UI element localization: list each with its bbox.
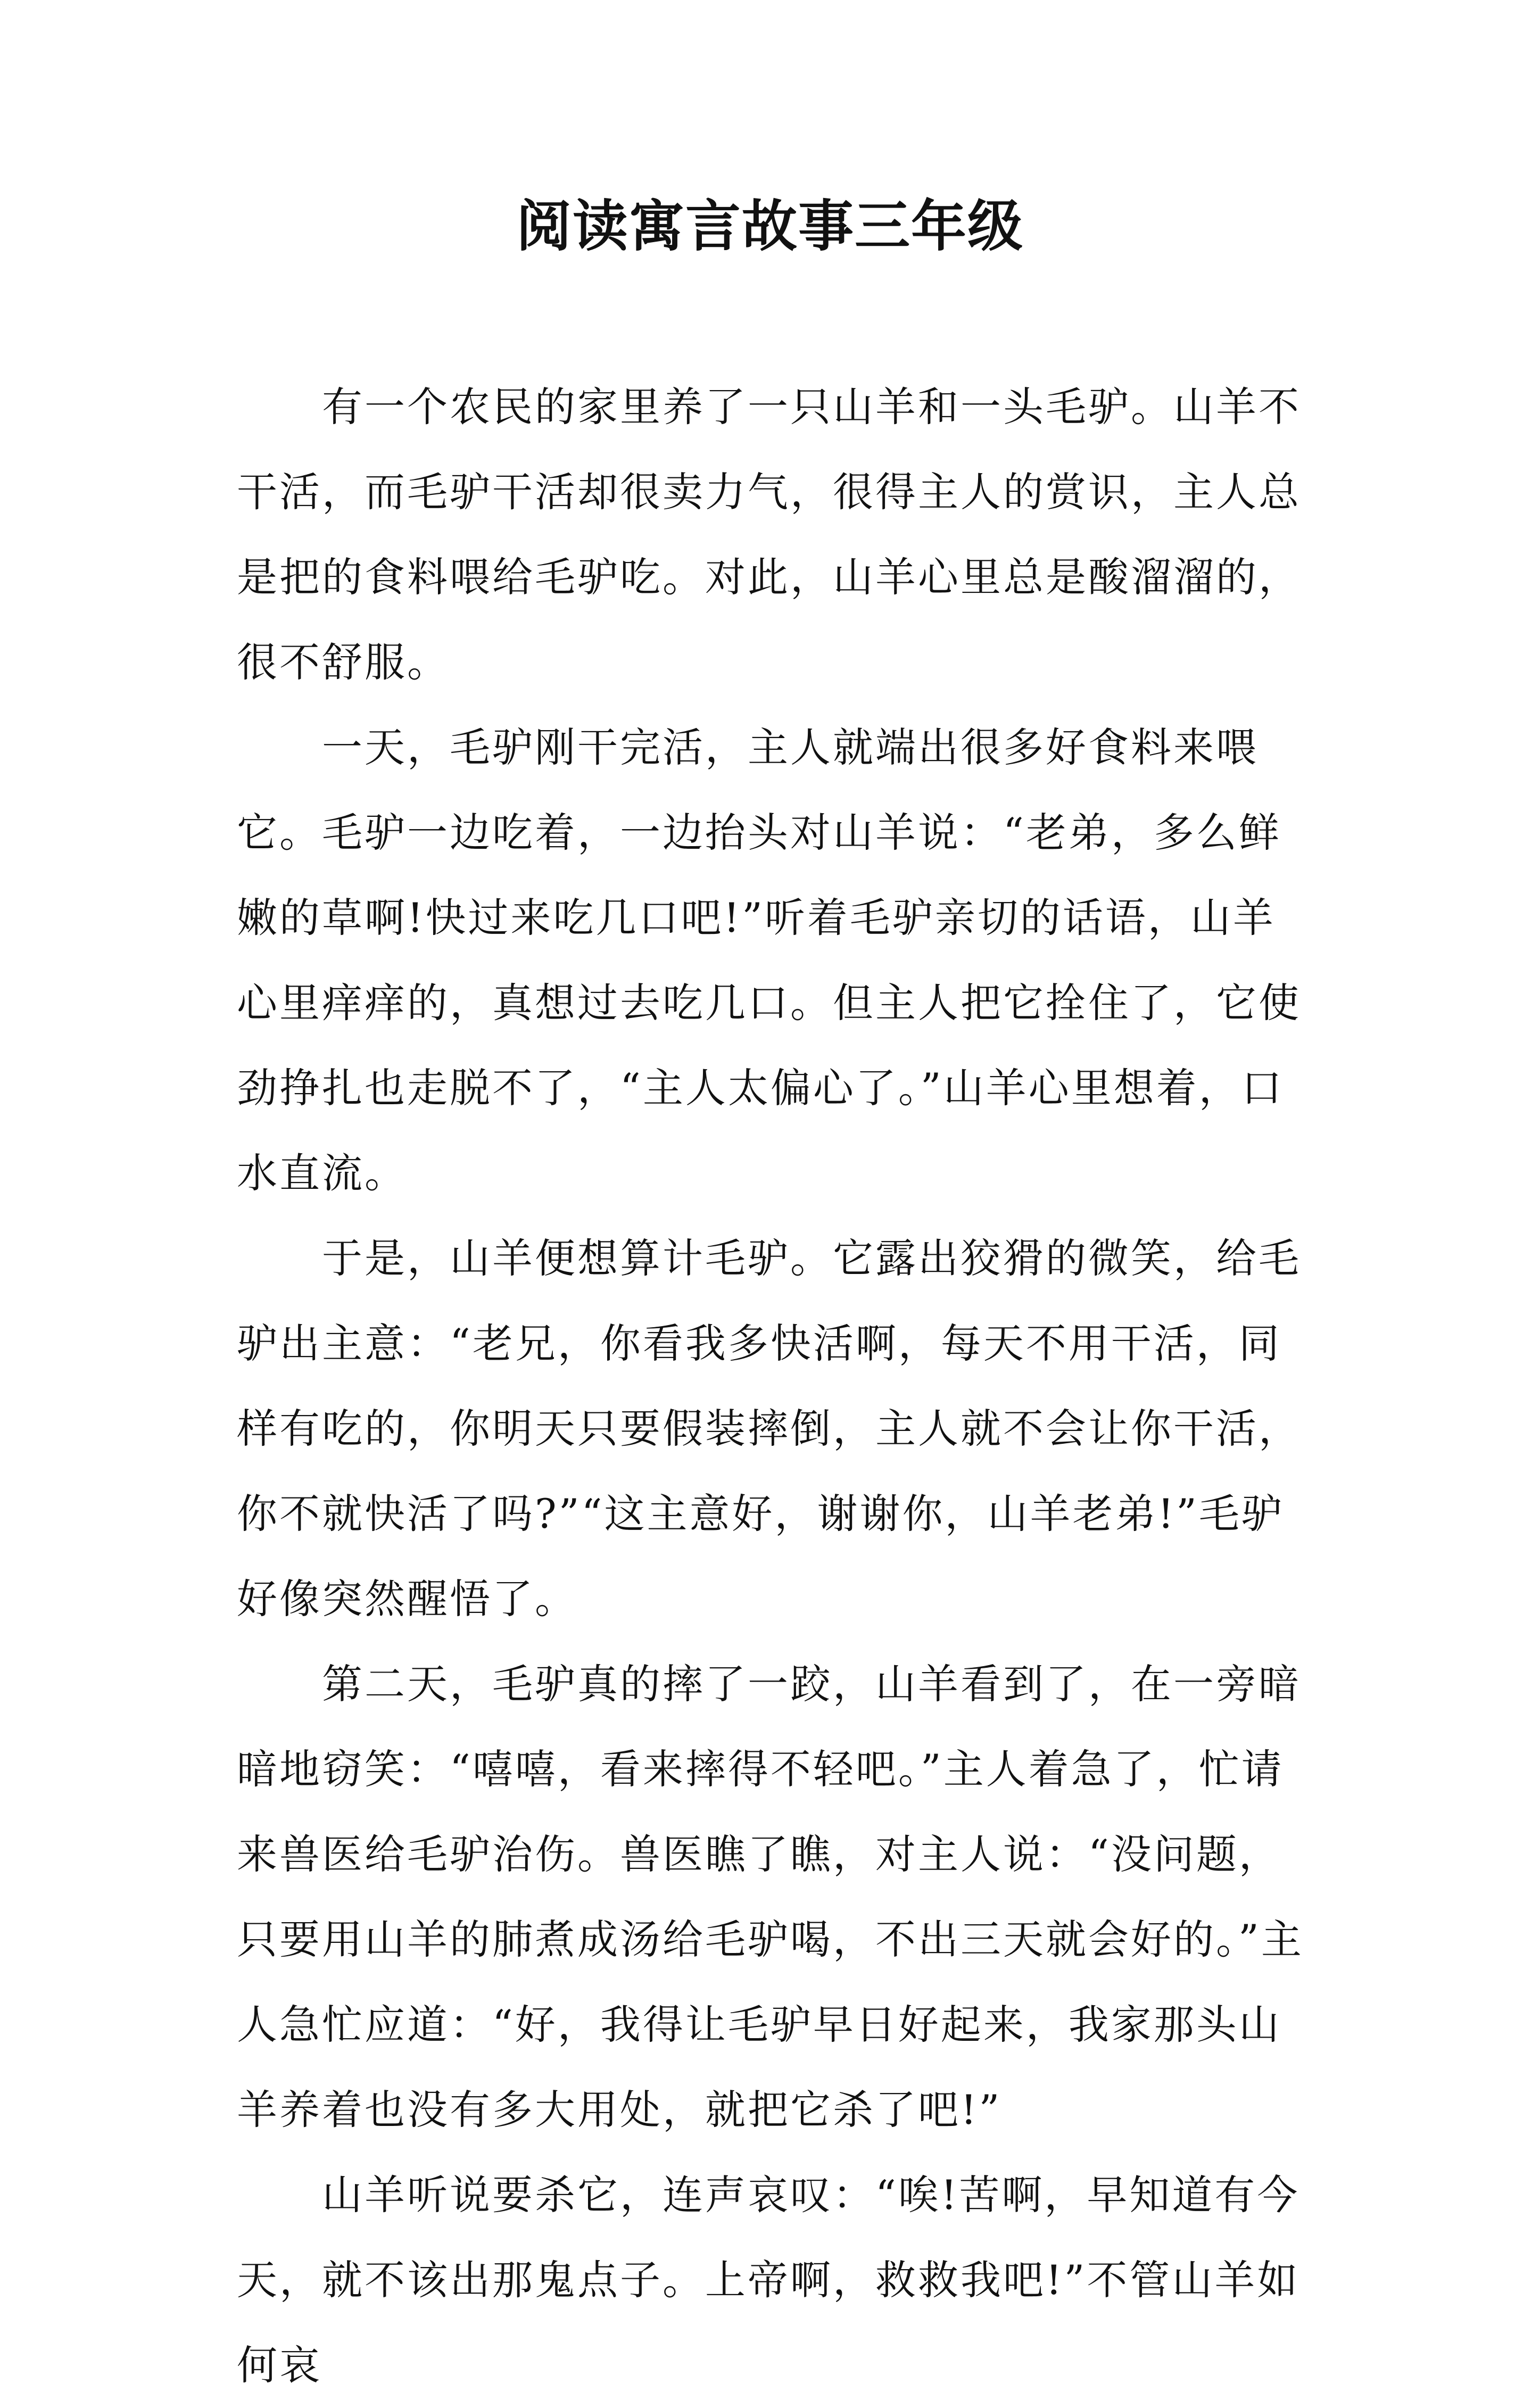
paragraph-1: 有一个农民的家里养了一只山羊和一头毛驴。山羊不干活，而毛驴干活却很卖力气，很得主人的赏识，主人总是把的食料喂给毛驴吃。对此，山羊心里总是酸溜溜的，很不舒服。 bbox=[237, 383, 1301, 686]
paragraph-2: 一天，毛驴刚干完活，主人就端出很多好食料来喂它。毛驴一边吃着，一边抬头对山羊说：“老弟，多么鲜嫩的草啊!快过来吃几口吧!”听着毛驴亲切的话语，山羊心里痒痒的，真想过去吃几口。但主人把它拴住了，它使劲挣扎也走脱不了，“主人太偏心了。”山羊心里想着，口水直流。 bbox=[237, 724, 1301, 1197]
document-body bbox=[237, 365, 1317, 2408]
paragraph-5: 山羊听说要杀它，连声哀叹：“唉!苦啊，早知道有今天，就不该出那鬼点子。上帝啊，救救我吧!”不管山羊如何哀 bbox=[237, 2171, 1300, 2389]
document-title: 阅读寓言故事三年级 bbox=[516, 193, 1024, 259]
paragraph-4: 第二天，毛驴真的摔了一跤，山羊看到了，在一旁暗暗地窃笑：“嘻嘻，看来摔得不轻吧。”主人着急了，忙请来兽医给毛驴治伤。兽医瞧了瞧，对主人说：“没问题，只要用山羊的肺煮成汤给毛驴喝，不出三天就会好的。”主人急忙应道：“好，我得让毛驴早日好起来，我家那头山羊养着也没有多大用处，就把它杀了吧!” bbox=[237, 1660, 1304, 2133]
paragraph-3: 于是，山羊便想算计毛驴。它露出狡猾的微笑，给毛驴出主意：“老兄，你看我多快活啊，每天不用干活，同样有吃的，你明天只要假装摔倒，主人就不会让你干活，你不就快活了吗?”“这主意好，谢谢你，山羊老弟!”毛驴好像突然醒悟了。 bbox=[237, 1235, 1301, 1623]
